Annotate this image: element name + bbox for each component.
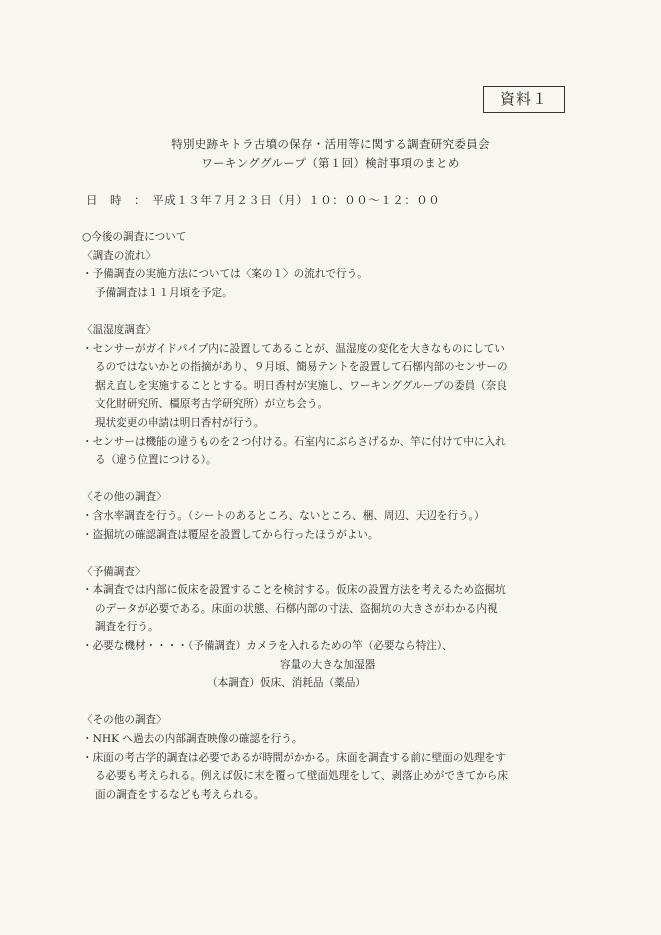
body-line: ・NHK へ過去の内部調査映像の確認を行う。 bbox=[82, 733, 303, 746]
body-line: る必要も考えられる。例えば仮に末を覆って壁面処理をして、剥落止めができてから床 bbox=[95, 770, 508, 783]
body-line: ・盗掘坑の確認調査は覆屋を設置してから行ったほうがよい。 bbox=[82, 528, 379, 541]
document-label-box: 資料１ bbox=[483, 86, 565, 113]
body-line: ・センサーがガイドパイプ内に設置してあることが、温湿度の変化を大きなものにしてい bbox=[82, 342, 505, 355]
body-line: 容量の大きな加湿器 bbox=[280, 658, 376, 671]
section-heading: 〈予備調査〉 bbox=[82, 565, 146, 578]
section-heading: 〈温湿度調査〉 bbox=[82, 323, 157, 336]
paragraph-gap bbox=[82, 544, 582, 563]
section-heading: ○今後の調査について bbox=[82, 231, 187, 243]
body-line: 文化財研究所、橿原考古学研究所）が立ち会う。 bbox=[95, 398, 329, 411]
body-line: 予備調査は１１月頃を予定。 bbox=[95, 286, 233, 299]
body-line: るのではないかとの指摘があり、９月頃、簡易テントを設置して石槨内部のセンサーの bbox=[95, 361, 508, 374]
document-title: 特別史跡キトラ古墳の保存・活用等に関する調査研究委員会 bbox=[171, 137, 490, 151]
body-line: 現状変更の申請は明日香村が行う。 bbox=[95, 416, 265, 429]
paragraph-gap bbox=[82, 470, 582, 489]
body-line: 調査を行う。 bbox=[95, 621, 159, 634]
body-line: ・含水率調査を行う。（シートのあるところ、ないところ、梱、周辺、天辺を行う。） bbox=[82, 509, 485, 522]
section-heading: 〈その他の調査〉 bbox=[82, 714, 167, 727]
body-line: 据え直しを実施することとする。明日香村が実施し、ワーキンググループの委員（奈良 bbox=[95, 379, 507, 392]
meeting-datetime: 日 時 ： 平成１３年７月２３日（月）１０：００〜１２：００ bbox=[86, 193, 441, 207]
body-line: （本調査）仮床、消耗品（薬品） bbox=[207, 677, 366, 690]
body-line: ・必要な機材・・・・（予備調査）カメラを入れるための竿（必要なら特注）、 bbox=[82, 640, 453, 653]
body-line: ・予備調査の実施方法については〈案の１〉の流れで行う。 bbox=[82, 268, 368, 281]
body-line: る（違う位置につける）。 bbox=[95, 454, 217, 467]
paragraph-gap bbox=[82, 693, 582, 712]
body-line: ・センサーは機能の違うものを２つ付ける。石室内にぶらさげるか、竿に付けて中に入れ bbox=[82, 435, 506, 448]
body-line: 面の調査をするなども考えられる。 bbox=[95, 788, 265, 801]
body-line: のデータが必要である。床面の状態、石槨内部の寸法、盗掘坑の大きさがわかる内視 bbox=[95, 602, 498, 615]
section-heading: 〈調査の流れ〉 bbox=[82, 249, 157, 262]
section-heading: 〈その他の調査〉 bbox=[82, 491, 167, 504]
paragraph-gap bbox=[82, 302, 582, 321]
body-line: ・床面の考古学的調査は必要であるが時間がかかる。床面を調査する前に壁面の処理をす bbox=[82, 751, 506, 764]
body-line: ・本調査では内部に仮床を設置することを検討する。仮床の設置方法を考えるため盗掘坑 bbox=[82, 584, 506, 597]
document-subtitle: ワーキンググループ（第１回）検討事項のまとめ bbox=[201, 156, 460, 170]
document-body bbox=[82, 228, 582, 804]
